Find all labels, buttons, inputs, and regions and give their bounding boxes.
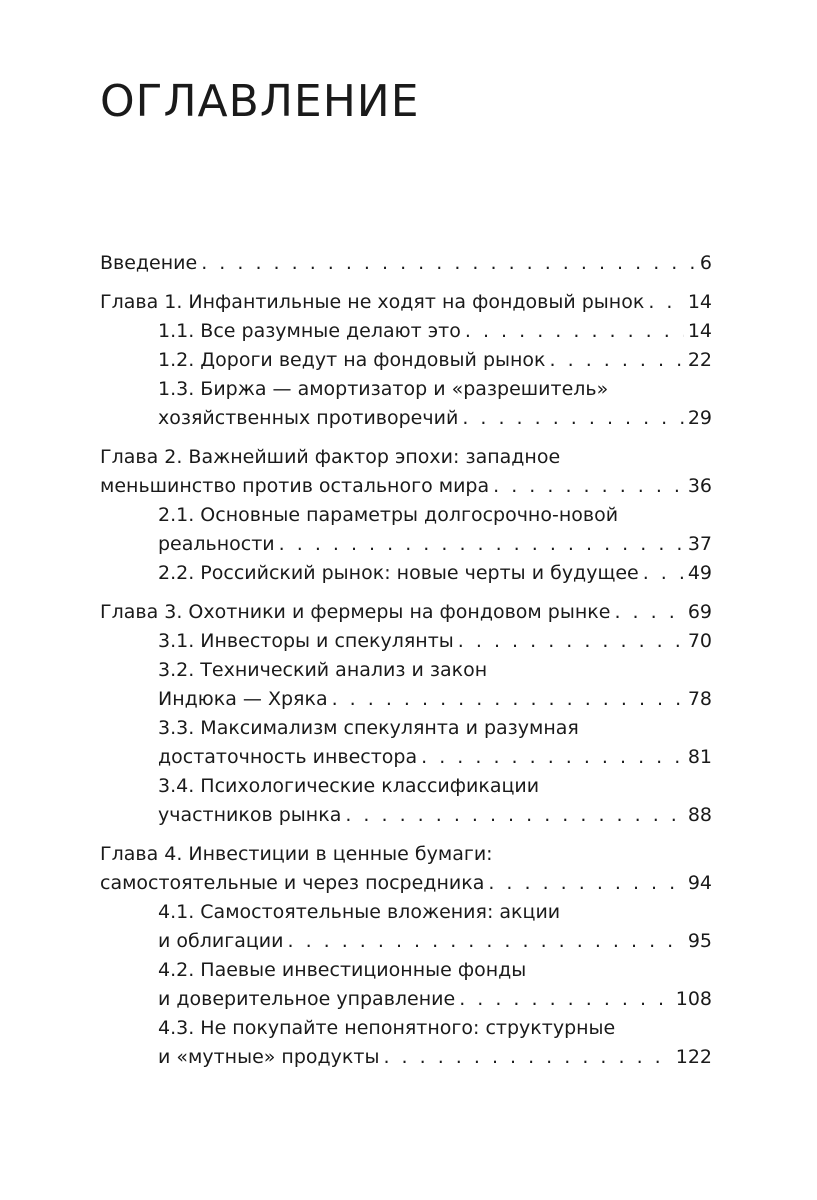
toc-entry-title: достаточность инвестора	[158, 746, 418, 768]
dot-leader	[383, 1043, 671, 1072]
dot-leader	[550, 346, 684, 375]
toc-entry-title: самостоятельные и через посредника	[100, 872, 485, 894]
toc-page-number: 95	[687, 930, 712, 952]
toc-entry-title: Глава 3. Охотники и фермеры на фондовом рынке	[100, 601, 611, 623]
toc-entry-leader-line	[158, 801, 712, 830]
dot-leader	[462, 404, 684, 433]
toc-entry-leader-line	[100, 249, 712, 278]
toc-page-number: 37	[687, 533, 712, 555]
toc-chapter-block	[100, 443, 712, 588]
toc-subentry[interactable]	[158, 898, 712, 956]
toc-entry-text-line: 4.3. Не покупайте непонятного: структурные	[158, 1017, 616, 1039]
toc-entry-leader-line	[158, 559, 712, 588]
toc-chapter-block	[100, 840, 712, 1072]
toc-subentry[interactable]	[158, 956, 712, 1014]
toc-subentry[interactable]	[158, 1014, 712, 1072]
toc-entry[interactable]	[100, 249, 712, 278]
toc-entry-leader-line	[158, 627, 712, 656]
toc-subentry[interactable]	[158, 375, 712, 433]
toc-entry-title: 1.2. Дороги ведут на фондовый рынок	[158, 349, 546, 371]
toc-entry-leader-line	[158, 743, 712, 772]
toc-entry-leader-line	[158, 1043, 712, 1072]
dot-leader	[279, 530, 684, 559]
toc-subentry[interactable]	[158, 772, 712, 830]
toc-entry-leader-line	[158, 985, 712, 1014]
toc-subentry[interactable]	[158, 317, 712, 346]
toc-chapter-block	[100, 598, 712, 830]
toc-entry-text-line: 4.1. Самостоятельные вложения: акции	[158, 901, 561, 923]
toc-entry-title: хозяйственных противоречий	[158, 407, 459, 429]
toc-page-number: 69	[687, 601, 712, 623]
toc-entry-text-line: Глава 4. Инвестиции в ценные бумаги:	[100, 843, 493, 865]
toc-entry-leader-line	[158, 317, 712, 346]
dot-leader	[201, 249, 696, 278]
toc-entry-title: Введение	[100, 252, 198, 274]
table-of-contents	[100, 249, 712, 1082]
toc-page-number: 22	[687, 349, 712, 371]
toc-entry[interactable]	[100, 288, 712, 317]
toc-entry-leader-line	[158, 404, 712, 433]
toc-entry-title: и «мутные» продукты	[158, 1046, 380, 1068]
page-title: ОГЛАВЛЕНИЕ	[100, 76, 420, 127]
toc-entry-title: меньшинство против остального мира	[100, 475, 490, 497]
toc-page-number: 88	[687, 804, 712, 826]
toc-entry-title: Индюка — Хряка	[158, 688, 328, 710]
toc-entry-text-line: Глава 2. Важнейший фактор эпохи: западное	[100, 446, 561, 468]
toc-entry[interactable]	[100, 840, 712, 898]
toc-entry-text-line: 2.1. Основные параметры долгосрочно-новой	[158, 504, 619, 526]
dot-leader	[332, 685, 684, 714]
toc-entry-leader-line	[158, 346, 712, 375]
dot-leader	[614, 598, 683, 627]
toc-entry-text-line: 3.4. Психологические классификации	[158, 775, 540, 797]
toc-entry-title: реальности	[158, 533, 275, 555]
toc-chapter-block	[100, 288, 712, 433]
toc-subentry[interactable]	[158, 501, 712, 559]
dot-leader	[643, 559, 684, 588]
toc-entry-leader-line	[100, 288, 712, 317]
toc-page-number: 49	[687, 562, 712, 584]
toc-entry-text-line: 3.2. Технический анализ и закон	[158, 659, 488, 681]
toc-chapter-block	[100, 249, 712, 278]
toc-entry-leader-line	[100, 869, 712, 898]
toc-page-number: 81	[687, 746, 712, 768]
toc-entry-text-line: 1.3. Биржа — амортизатор и «разрешитель»	[158, 378, 609, 400]
dot-leader	[459, 985, 672, 1014]
toc-subentry[interactable]	[158, 627, 712, 656]
toc-page-number: 36	[687, 475, 712, 497]
toc-entry-title: 3.1. Инвесторы и спекулянты	[158, 630, 454, 652]
toc-page-number: 14	[687, 291, 712, 313]
toc-page-number: 70	[687, 630, 712, 652]
toc-entry-text-line: 3.3. Максимализм спекулянта и разумная	[158, 717, 579, 739]
dot-leader	[465, 317, 684, 346]
toc-page-number: 108	[675, 988, 712, 1010]
dot-leader	[421, 743, 684, 772]
dot-leader	[493, 472, 684, 501]
toc-entry-title: и облигации	[158, 930, 284, 952]
toc-entry-leader-line	[158, 530, 712, 559]
toc-subentry[interactable]	[158, 656, 712, 714]
toc-page-number: 29	[687, 407, 712, 429]
toc-entry-title: участников рынка	[158, 804, 342, 826]
toc-entry-title: и доверительное управление	[158, 988, 456, 1010]
toc-page-number: 78	[687, 688, 712, 710]
toc-entry-text-line: 4.2. Паевые инвестиционные фонды	[158, 959, 527, 981]
toc-entry-leader-line	[158, 927, 712, 956]
toc-entry-title: Глава 1. Инфантильные не ходят на фондовый рынок	[100, 291, 645, 313]
toc-subentry[interactable]	[158, 714, 712, 772]
toc-entry-leader-line	[100, 472, 712, 501]
dot-leader	[488, 869, 683, 898]
toc-entry[interactable]	[100, 598, 712, 627]
dot-leader	[345, 801, 683, 830]
dot-leader	[458, 627, 684, 656]
dot-leader	[648, 288, 684, 317]
toc-entry-leader-line	[158, 685, 712, 714]
toc-page-number: 6	[699, 252, 712, 274]
toc-entry-title: 1.1. Все разумные делают это	[158, 320, 461, 342]
toc-page-number: 122	[675, 1046, 712, 1068]
toc-entry-title: 2.2. Российский рынок: новые черты и будущее	[158, 562, 639, 584]
toc-entry-leader-line	[100, 598, 712, 627]
toc-entry[interactable]	[100, 443, 712, 501]
toc-subentry[interactable]	[158, 559, 712, 588]
dot-leader	[287, 927, 683, 956]
toc-subentry[interactable]	[158, 346, 712, 375]
toc-page-number: 94	[687, 872, 712, 894]
toc-page-number: 14	[687, 320, 712, 342]
